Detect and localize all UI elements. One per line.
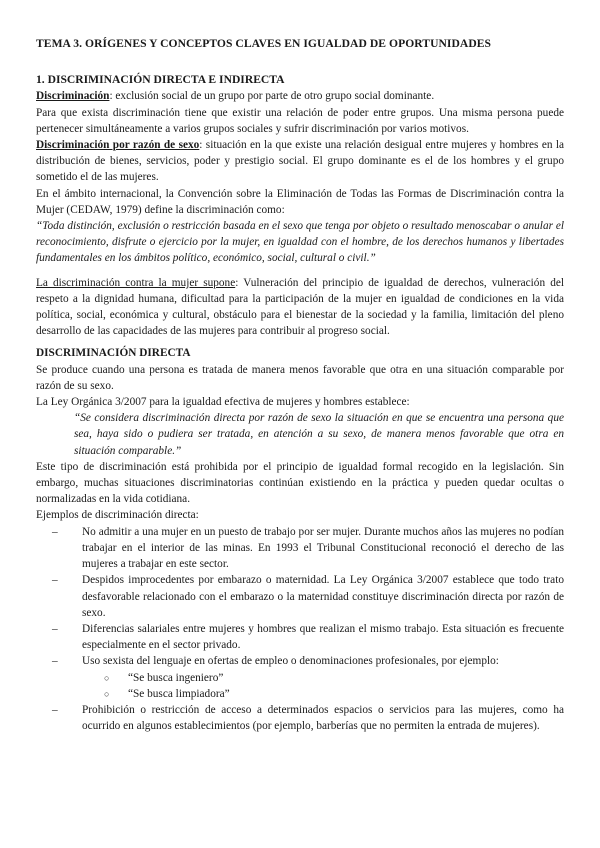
section-heading-directa: DISCRIMINACIÓN DIRECTA: [36, 347, 191, 360]
paragraph-ley: La Ley Orgánica 3/2007 para la igualdad efectiva de mujeres y hombres establece:: [36, 396, 410, 409]
definition-discriminacion-sexo: [36, 137, 564, 186]
list-item: [36, 653, 564, 702]
paragraph-directa-definicion: Se produce cuando una persona es tratada de manera menos favorable que otra en una situación comparable por razón de su sexo.: [36, 363, 564, 392]
definition-text: : situación en la que existe una relación desigual entre mujeres y hombres en la distribución de bienes, servicios, poder y prestigio social. El grupo dominante es el de los hombres y el grupo sometido el de las mujeres.: [36, 139, 565, 184]
term-discriminacion-sexo: Discriminación por razón de sexo: [36, 139, 200, 152]
list-item: – Prohibición o restricción de acceso a determinados espacios o servicios para las mujeres, como ha ocurrido en algunos establecimientos (por ejemplo, barberías que no permiten la entrada de mujeres).: [36, 702, 564, 734]
section-heading-discriminacion: 1. DISCRIMINACIÓN DIRECTA E INDIRECTA: [36, 73, 285, 87]
term-discriminacion: Discriminación: [36, 90, 110, 103]
definition-text: : Vulneración del principio de igualdad de derechos, vulneración del respeto a la dignidad humana, dificultad para la participación de la mujer en igualdad de condiciones en la vida política, social, económica y cultural, obstáculo para el bienestar de la sociedad y la familia, limitación del pleno desarrollo de las capacidades de las mujeres para contribuir al progreso social.: [36, 276, 564, 338]
paragraph-prohibida: Este tipo de discriminación está prohibida por el principio de igualdad formal recogido en la legislación. Sin embargo, muchas situaciones discriminatorias continúan existiendo en la práctica y pueden quedar ocultas o normalizadas en la vida cotidiana.: [36, 460, 564, 506]
paragraph-relacion-poder: Para que exista discriminación tiene que existir una relación de poder entre grupos. Una misma persona puede pertenecer simultáneamente a varios grupos sociales y sufrir discriminación por varios motivos.: [36, 106, 564, 135]
quote-ley: “Se considera discriminación directa por razón de sexo la situación en que se encuentra una persona que sea, haya sido o pudiera ser tratada, en atención a su sexo, de manera menos favorable que otra en situación comparable.”: [74, 412, 564, 457]
list-item-text: Uso sexista del lenguaje en ofertas de empleo o denominaciones profesionales, por ejemplo:: [82, 655, 499, 668]
examples-list: [36, 524, 564, 735]
sub-examples-list: [82, 670, 564, 702]
examples-intro: Ejemplos de discriminación directa:: [36, 509, 199, 522]
list-item: – Diferencias salariales entre mujeres y hombres que realizan el mismo trabajo. Esta situación es frecuente especialmente en el sector privado.: [36, 621, 564, 653]
paragraph-supone: [36, 275, 564, 340]
page-title: TEMA 3. ORÍGENES Y CONCEPTOS CLAVES EN IGUALDAD DE OPORTUNIDADES: [36, 37, 492, 50]
spacer: [36, 267, 564, 275]
paragraph-cedaw: En el ámbito internacional, la Convención sobre la Eliminación de Todas las Formas de Discriminación contra la Mujer (CEDAW, 1979) define la discriminación como:: [36, 187, 564, 216]
definition-text: : exclusión social de un grupo por parte de otro grupo social dominante.: [109, 90, 435, 103]
term-supone: La discriminación contra la mujer supone: [36, 276, 236, 289]
quote-cedaw: “Toda distinción, exclusión o restricción basada en el sexo que tenga por objeto o resultado menoscabar o anular el reconocimiento, disfrute o ejercicio por la mujer, en igualdad con el hombre, de los derechos humanos y libertades fundamentales en los ámbitos político, económico, social, cultural o civil.”: [36, 220, 564, 265]
list-item: – Despidos improcedentes por embarazo o maternidad. La Ley Orgánica 3/2007 establece que todo trato desfavorable relacionado con el embarazo o la maternidad constituye discriminación directa por razón de sexo.: [36, 572, 564, 621]
sub-list-item: ○ “Se busca limpiadora”: [82, 686, 564, 702]
definition-discriminacion: [36, 88, 564, 104]
list-item: – No admitir a una mujer en un puesto de trabajo por ser mujer. Durante muchos años las mujeres no podían trabajar en el interior de las minas. En 1993 el Tribunal Constitucional reconoció el derecho de las mujeres a trabajar en este sector.: [36, 524, 564, 573]
sub-list-item: ○ “Se busca ingeniero”: [82, 670, 564, 686]
